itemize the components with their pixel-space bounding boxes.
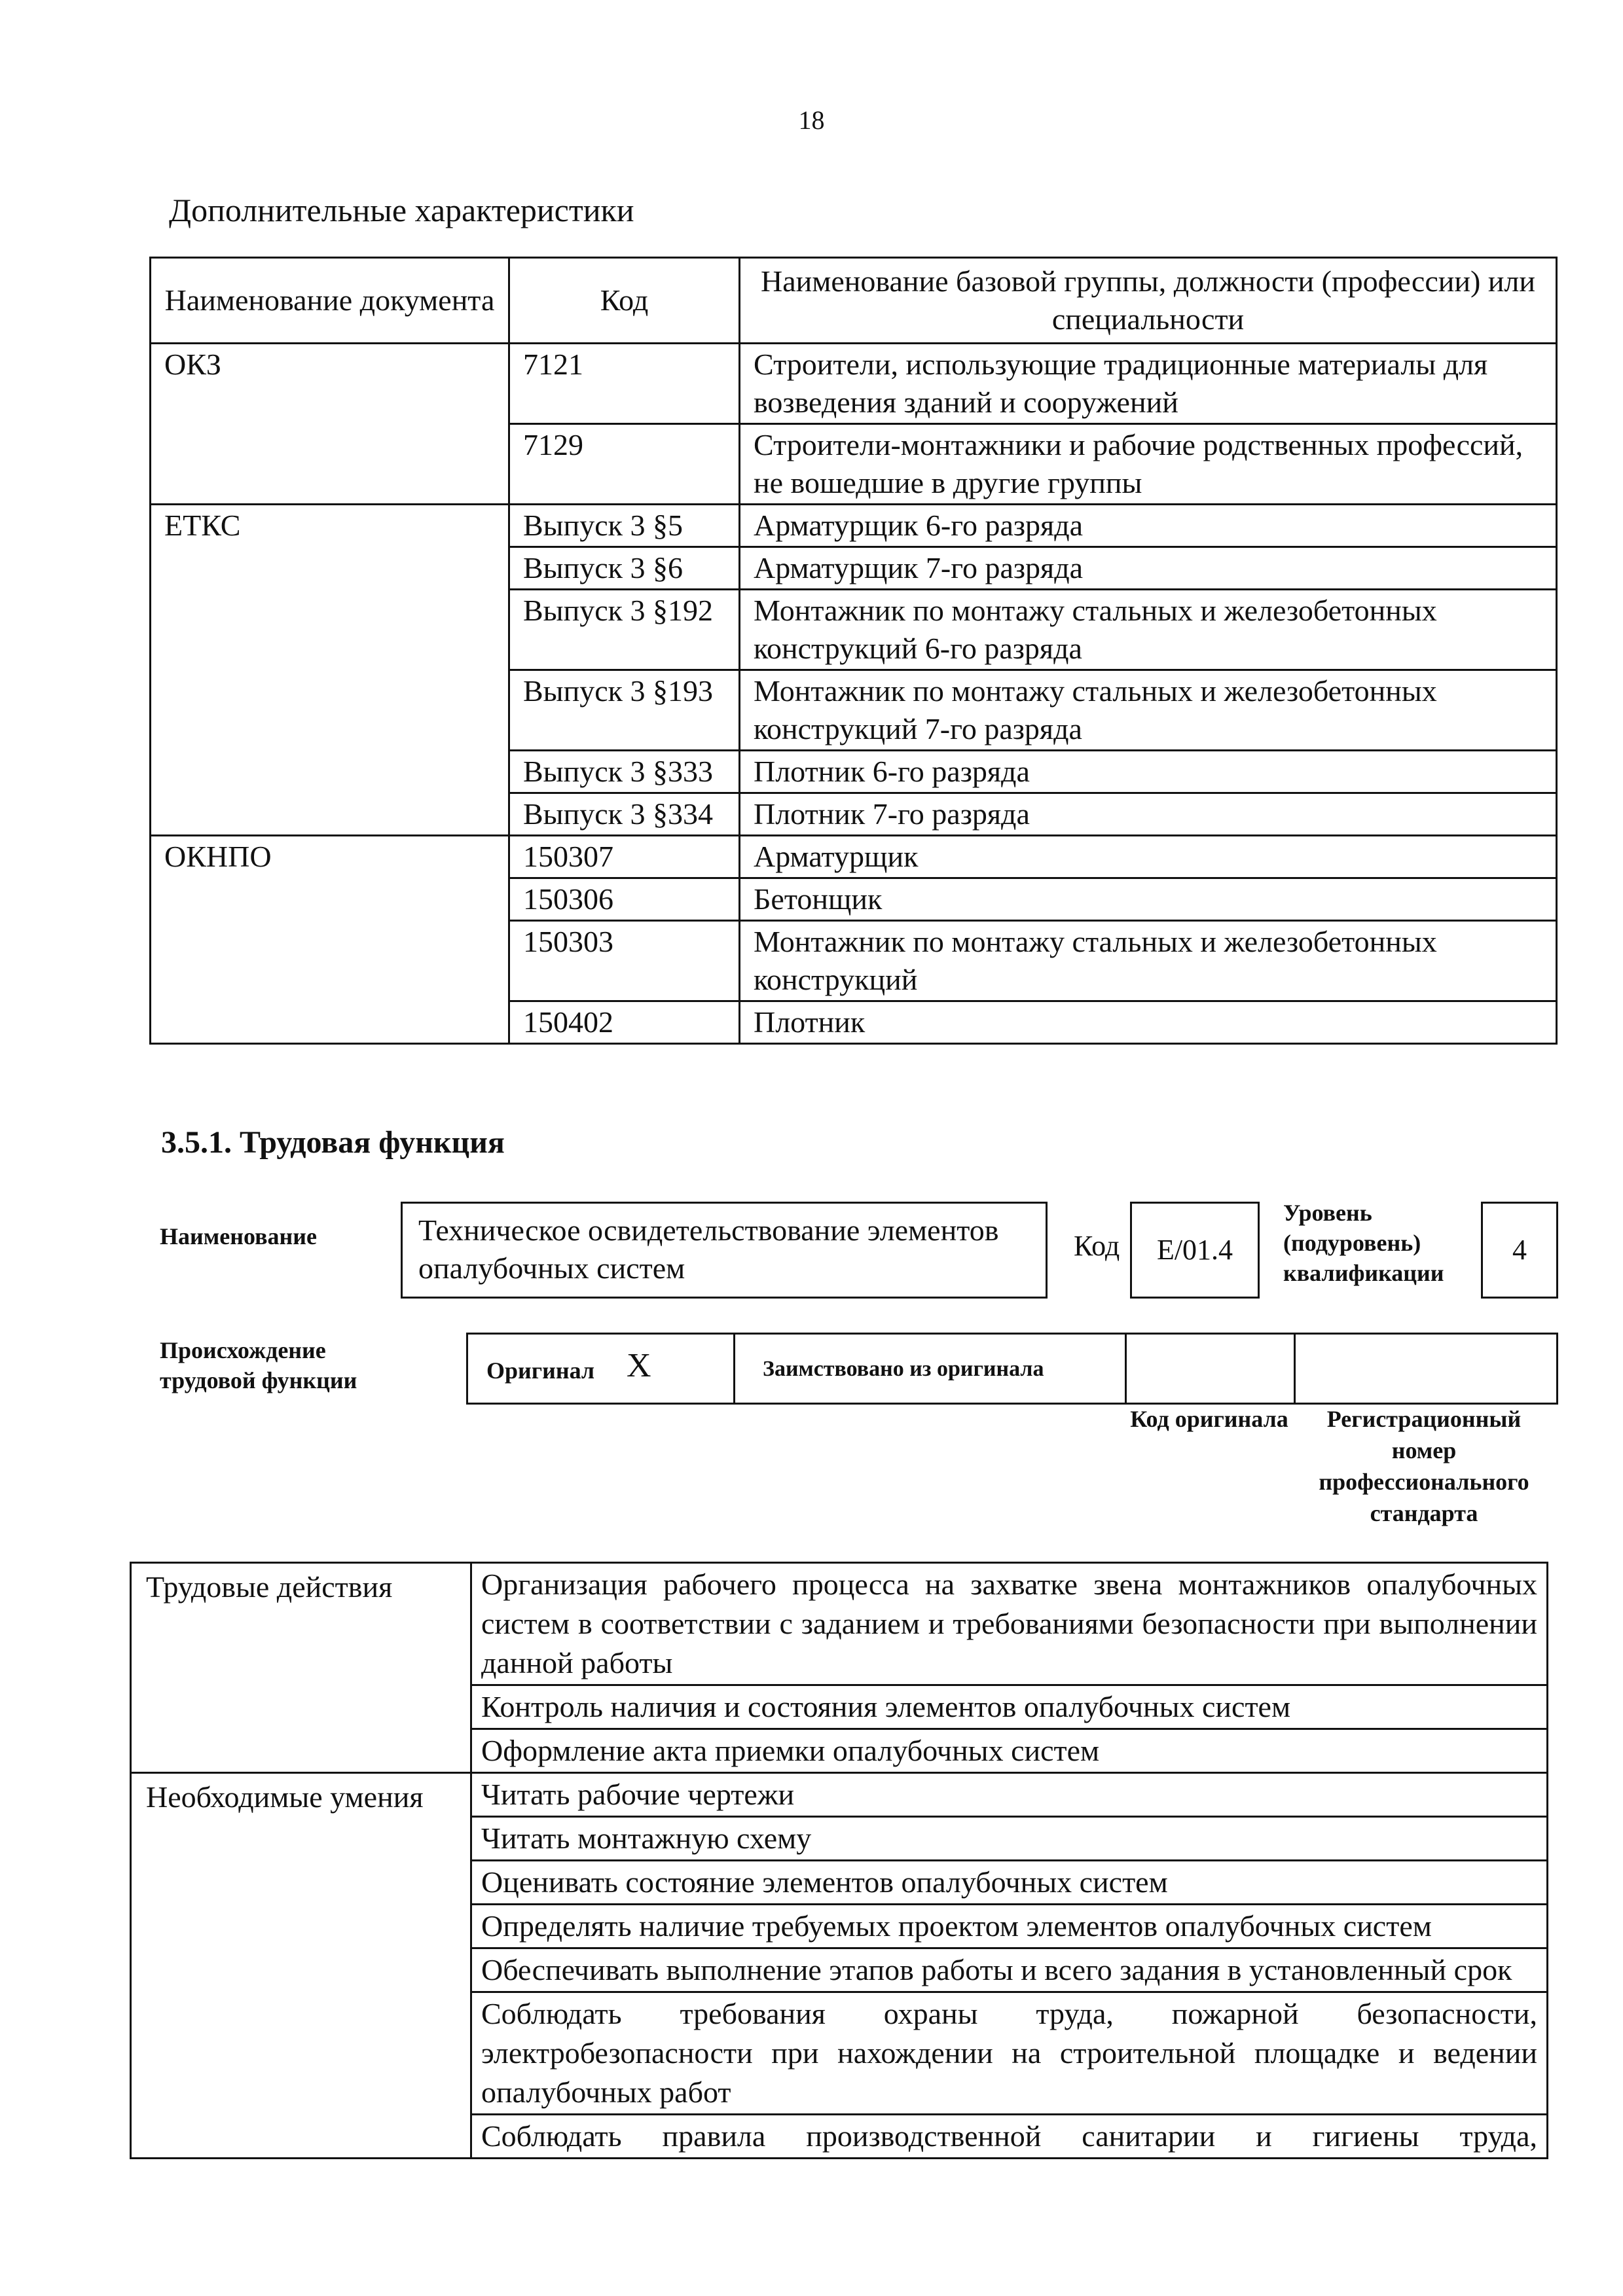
table-row — [131, 1563, 1548, 1685]
table-row — [151, 836, 1557, 878]
action-item: Контроль наличия и состояния элементов опалубочных систем — [471, 1685, 1548, 1729]
borrowed-label: Заимствовано из оригинала — [763, 1357, 1044, 1381]
column-header-group: Наименование базовой группы, должности (профессии) или специальности — [740, 258, 1557, 344]
function-code-box: Е/01.4 — [1130, 1202, 1260, 1299]
name-cell: Плотник 7-го разряда — [740, 793, 1557, 836]
name-cell: Плотник 6-го разряда — [740, 751, 1557, 793]
skill-item: Обеспечивать выполнение этапов работы и всего задания в установленный срок — [471, 1948, 1548, 1992]
function-origin-label: Происхождение трудовой функции — [160, 1337, 357, 1393]
doc-cell-etks: ЕТКС — [151, 505, 509, 836]
column-header-code: Код — [509, 258, 740, 344]
registration-number-cell — [1296, 1335, 1556, 1403]
name-cell: Монтажник по монтажу стальных и железобетонных конструкций 6-го разряда — [740, 590, 1557, 670]
table-row — [131, 1773, 1548, 1817]
doc-cell-okz: ОКЗ — [151, 344, 509, 505]
code-cell: Выпуск 3 §333 — [509, 751, 740, 793]
name-cell: Арматурщик — [740, 836, 1557, 878]
name-cell: Бетонщик — [740, 878, 1557, 921]
original-cell — [468, 1335, 735, 1403]
function-origin-row — [466, 1333, 1558, 1405]
code-cell: Выпуск 3 §193 — [509, 670, 740, 751]
required-skills-label: Необходимые умения — [131, 1773, 471, 2159]
name-cell: Арматурщик 7-го разряда — [740, 547, 1557, 590]
additional-characteristics-heading: Дополнительные характеристики — [169, 192, 634, 228]
name-cell: Монтажник по монтажу стальных и железобетонных конструкций 7-го разряда — [740, 670, 1557, 751]
code-cell: 150402 — [509, 1001, 740, 1044]
page-number: 18 — [798, 105, 825, 135]
code-cell: Выпуск 3 §334 — [509, 793, 740, 836]
column-header-document: Наименование документа — [151, 258, 509, 344]
name-cell: Строители-монтажники и рабочие родственных профессий, не вошедшие в другие группы — [740, 424, 1557, 505]
table-header-row — [151, 258, 1557, 344]
labor-actions-label: Трудовые действия — [131, 1563, 471, 1773]
original-code-caption: Код оригинала — [1130, 1406, 1288, 1432]
code-cell: 150303 — [509, 921, 740, 1001]
skill-item: Определять наличие требуемых проектом элементов опалубочных систем — [471, 1905, 1548, 1948]
code-cell: Выпуск 3 §6 — [509, 547, 740, 590]
code-cell: 150306 — [509, 878, 740, 921]
name-cell: Монтажник по монтажу стальных и железобетонных конструкций — [740, 921, 1557, 1001]
code-cell: 7129 — [509, 424, 740, 505]
skill-item: Соблюдать правила производственной санитарии и гигиены труда, — [471, 2115, 1548, 2159]
code-cell: 150307 — [509, 836, 740, 878]
skill-item: Читать рабочие чертежи — [471, 1773, 1548, 1817]
qualification-level-box: 4 — [1481, 1202, 1558, 1299]
original-label: Оригинал — [486, 1357, 595, 1384]
qualification-level-label: Уровень (подуровень) квалификации — [1283, 1200, 1444, 1286]
name-cell: Плотник — [740, 1001, 1557, 1044]
doc-cell-oknpo: ОКНПО — [151, 836, 509, 1044]
code-cell: 7121 — [509, 344, 740, 424]
function-name-box: Техническое освидетельствование элементов опалубочных систем — [401, 1202, 1048, 1299]
function-name-label: Наименование — [160, 1223, 317, 1249]
skill-item: Соблюдать требования охраны труда, пожарной безопасности, электробезопасности при нахождении на строительной площадке и ведении опалубочных работ — [471, 1992, 1548, 2115]
name-cell: Арматурщик 6-го разряда — [740, 505, 1557, 547]
action-item: Оформление акта приемки опалубочных систем — [471, 1729, 1548, 1773]
registration-number-caption: Регистрационный номер профессионального стандарта — [1319, 1406, 1529, 1526]
actions-skills-table — [130, 1562, 1548, 2159]
additional-characteristics-table — [149, 257, 1558, 1045]
original-mark: X — [627, 1347, 651, 1384]
code-cell: Выпуск 3 §192 — [509, 590, 740, 670]
section-title: 3.5.1. Трудовая функция — [161, 1125, 505, 1160]
original-code-cell — [1127, 1335, 1296, 1403]
borrowed-cell — [735, 1335, 1127, 1403]
name-cell: Строители, использующие традиционные материалы для возведения зданий и сооружений — [740, 344, 1557, 424]
skill-item: Оценивать состояние элементов опалубочных систем — [471, 1861, 1548, 1905]
table-row — [151, 344, 1557, 424]
table-row — [151, 505, 1557, 547]
code-cell: Выпуск 3 §5 — [509, 505, 740, 547]
skill-item: Читать монтажную схему — [471, 1817, 1548, 1861]
function-code-label: Код — [1074, 1230, 1120, 1262]
action-item: Организация рабочего процесса на захватке звена монтажников опалубочных систем в соответствии с заданием и требованиями безопасности при выполнении данной работы — [471, 1563, 1548, 1685]
